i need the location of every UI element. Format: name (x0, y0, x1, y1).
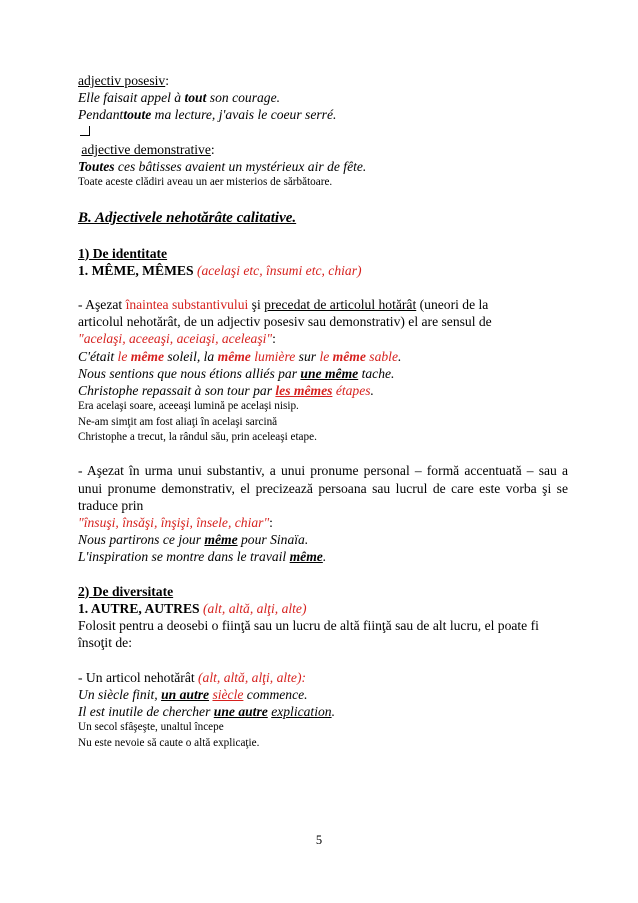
highlight-red: (alt, altă, alţi, alte): (198, 669, 307, 685)
paragraph-line (78, 330, 568, 347)
paragraph-line (78, 296, 568, 313)
highlight-red: siècle (212, 686, 244, 702)
example-text: C'était (78, 348, 118, 364)
example-line (78, 365, 568, 382)
punctuation: : (269, 515, 273, 531)
highlight-red: înaintea substantivului (125, 297, 249, 313)
highlight-word: un autre (161, 686, 210, 702)
highlight-word: même (289, 549, 323, 565)
subsection-title-diversity: 2) De diversitate (78, 583, 174, 599)
paragraph-line: articolul nehotărât, de un adjectiv posesiv sau demonstrativ) el are sensul de (78, 314, 492, 330)
translation-line: Era acelaşi soare, aceeaşi lumină pe acelaşi nisip. (78, 400, 299, 413)
translation-line: Ne-am simţit am fost aliaţi în acelaşi sarcină (78, 415, 278, 428)
paragraph (78, 462, 568, 531)
paragraph: Folosit pentru a deosebi o fiinţă sau un lucru de altă fiinţă sau de alt lucru, el poate fi însoţit de: (78, 618, 539, 651)
translation-line: Christophe a trecut, la rândul său, prin aceleaşi etape. (78, 431, 317, 444)
highlight-red: le (117, 348, 131, 364)
punctuation: : (272, 331, 276, 347)
highlight-red-bold: même (130, 348, 168, 364)
highlight-red: lumière (254, 348, 299, 364)
example-text: Pendant (78, 107, 124, 123)
example-text: soleil (167, 348, 197, 364)
punctuation: . (370, 383, 374, 399)
keyword-autre: 1. AUTRE, AUTRES (78, 600, 200, 616)
translation-line: Un secol sfâşeşte, unaltul începe (78, 721, 224, 734)
punctuation: . (331, 703, 335, 719)
example-text: Il est inutile de chercher (78, 703, 214, 719)
highlight-word: même (204, 532, 238, 548)
example-line (78, 531, 568, 548)
underlined-phrase: precedat de articolul hotărât (264, 297, 417, 313)
example-text: commence. (243, 686, 308, 702)
punctuation: : (210, 141, 215, 157)
paragraph-text: - Un articol nehotărât (78, 669, 199, 685)
example-text: ma lecture, j'avais le coeur serré. (151, 107, 337, 123)
highlight-red-bold: les mêmes (275, 383, 333, 399)
paragraph-text: şi (248, 297, 265, 313)
example-text: , la (196, 348, 218, 364)
punctuation: : (165, 73, 169, 88)
highlight-word: une autre (213, 703, 268, 719)
punctuation: . (398, 348, 402, 364)
corner-mark-line (78, 124, 568, 141)
example-text: Nous partirons ce jour (78, 532, 205, 548)
example-line (78, 548, 568, 565)
subsection-subtitle (78, 600, 568, 617)
example-text: Un siècle finit, (78, 686, 162, 702)
highlight-red: sable (369, 348, 398, 364)
underlined-phrase: explication (271, 703, 332, 719)
text-line (78, 141, 568, 158)
translation-line: Toate aceste clădiri aveau un aer misterios de sărbătoare. (78, 176, 333, 189)
paragraph-text: - Aşezat (78, 297, 126, 313)
highlight-red: "însuşi, însăşi, înşişi, însele, chiar" (78, 515, 270, 531)
highlight-red: "acelaşi, aceeaşi, aceiaşi, aceleaşi" (78, 331, 273, 347)
translation-hint: (acelaşi etc, însumi etc, chiar) (193, 262, 362, 278)
page-number: 5 (315, 833, 323, 847)
punctuation: . (322, 549, 327, 565)
term-possessive-adjective: adjectiv posesiv (78, 73, 166, 88)
example-text: L'inspiration se montre dans le travail (78, 549, 290, 565)
section-heading-b: B. Adjectivele nehotărâte calitative. (78, 209, 297, 226)
example-line (78, 158, 568, 175)
example-text: Elle faisait appel à (78, 90, 185, 106)
term-demonstrative-adjective: adjective demonstrative (81, 141, 211, 157)
example-line (78, 106, 568, 123)
example-text: ces bâtisses avaient un mystérieux air de fête. (114, 159, 367, 175)
highlight-word: tout (184, 90, 207, 106)
highlight-word: Toutes (78, 159, 115, 175)
example-text: pour Sinaïa. (237, 532, 309, 548)
example-line (78, 703, 568, 720)
keyword-meme: 1. MÊME, MÊMES (78, 262, 194, 278)
paragraph-line (78, 669, 568, 686)
example-line (78, 686, 568, 703)
paragraph-text: - Aşezat în urma unui substantiv, a unui pronume personal – formă accentuată – sau a unui pronume demonstrativ, el precizează persoana sau lucrul de care este vorba şi se traduce prin (78, 463, 568, 513)
highlight-red-bold: même (332, 348, 370, 364)
document-body (78, 72, 568, 751)
translation-hint: (alt, altă, alţi, alte) (199, 600, 307, 616)
highlight-word: une même (300, 365, 359, 381)
highlight-red: étapes (335, 383, 371, 399)
example-text: son courage. (206, 90, 281, 106)
paragraph-text: (uneori de la (416, 297, 489, 313)
highlight-word: toute (123, 107, 152, 123)
example-line (78, 89, 568, 106)
example-line (78, 348, 568, 365)
example-text: Nous sentions que nous étions alliés par (78, 365, 301, 381)
example-text: Christophe repassait à son tour par (78, 383, 276, 399)
example-text: sur (298, 348, 320, 364)
subsection-title-identity: 1) De identitate (78, 245, 168, 261)
corner-mark-icon (80, 126, 90, 136)
subsection-subtitle (78, 262, 568, 279)
translation-line: Nu este nevoie să caute o altă explicaţie. (78, 736, 260, 749)
highlight-red-bold: même (217, 348, 255, 364)
example-text: tache. (358, 365, 395, 381)
text-line (78, 72, 568, 89)
example-line (78, 382, 568, 399)
highlight-red: le (319, 348, 333, 364)
